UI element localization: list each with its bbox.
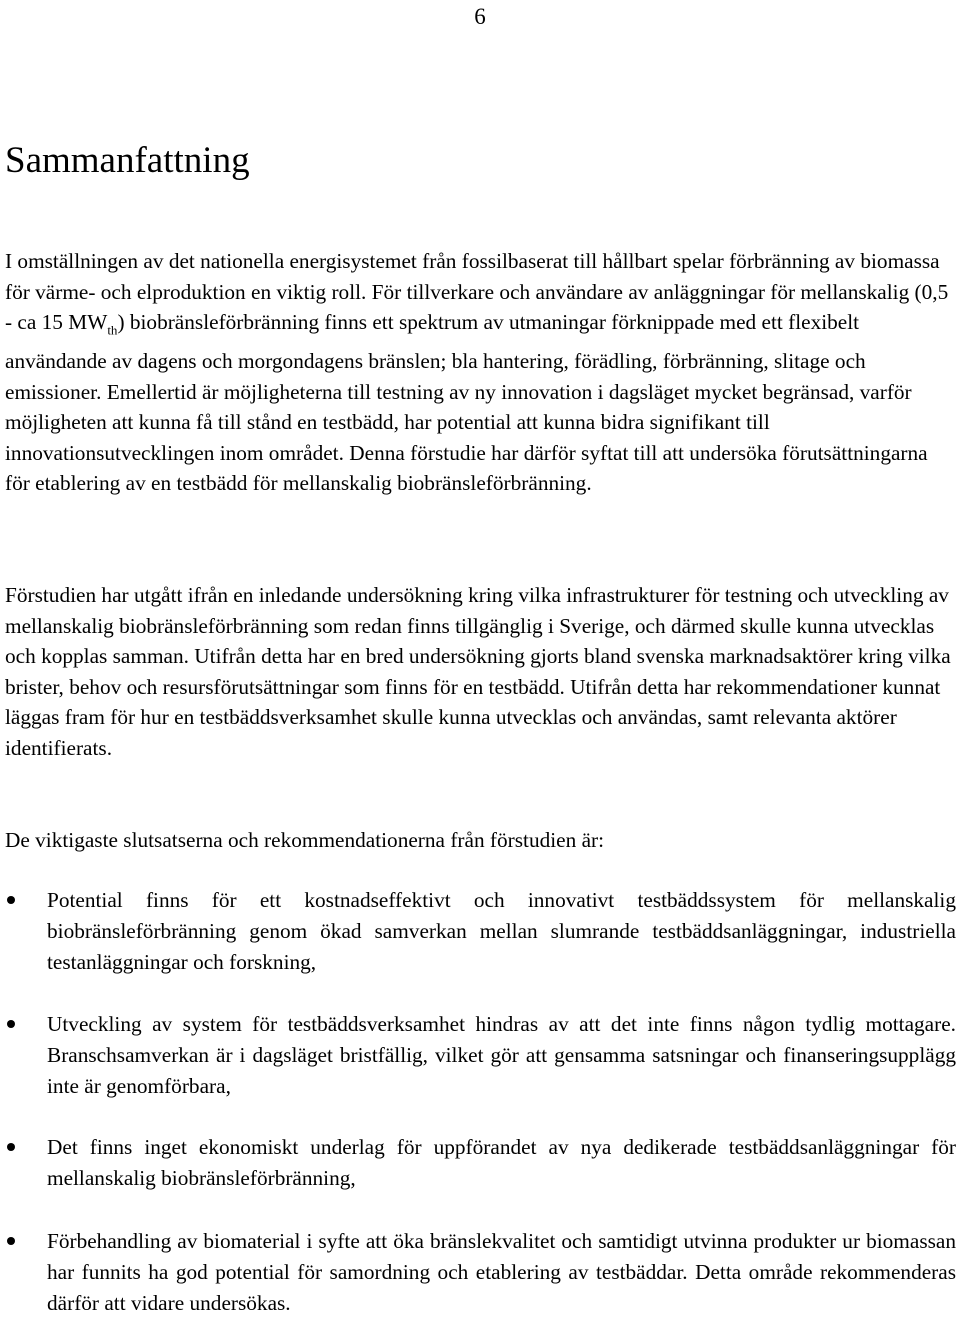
- list-item-text: Potential finns för ett kostnadseffektivt och innovativt testbäddssystem för mellanskalig biobränsleförbränning genom ökad samverkan mellan slumrande testbäddsanläggningar, industriella testanläggningar och forskning,: [47, 888, 956, 974]
- bullet-icon: [7, 1143, 15, 1151]
- list-item-text: Förbehandling av biomaterial i syfte att öka bränslekvalitet och samtidigt utvinna produkter ur biomassan har funnits ha god potential för samordning och etablering av testbäddar. Detta område rekommenderas därför att vidare undersökas.: [47, 1229, 956, 1315]
- summary-paragraph-2: Förstudien har utgått ifrån en inledande undersökning kring vilka infrastrukturer för testning och utveckling av mellanskalig biobränsleförbränning som redan finns tillgänglig i Sverige, och därmed skulle kunna utvecklas och kopplas samman. Utifrån detta har en bred undersökning gjorts bland svenska marknadsaktörer kring vilka brister, behov och resursförutsättningar som finns för en testbädd. Utifrån detta har rekommendationer kunnat läggas fram för hur en testbäddsverksamhet skulle kunna utvecklas och användas, samt relevanta aktörer identifierats.: [5, 583, 951, 760]
- mw-subscript: th: [107, 322, 118, 338]
- list-item: [5, 1132, 956, 1194]
- list-item-text: Utveckling av system för testbäddsverksamhet hindras av att det inte finns någon tydlig mottagare. Branschsamverkan är i dagsläget bristfällig, vilket gör att gensamma satsningar och finanseringsupplägg inte är genomförbara,: [47, 1012, 956, 1098]
- summary-paragraph-1: [5, 246, 956, 499]
- paragraph-1-text-d: Denna förstudie har därför syftat till att undersöka förutsättningarna för etablering av en testbädd för mellanskalig biobränsleförbränning.: [5, 440, 928, 496]
- bullet-icon: [7, 1020, 15, 1028]
- paragraph-1-text-a: I omställningen av det nationella energisystemet från fossilbaserat till hållbart spelar förbränning av biomassa för värme- och elproduktion en viktig roll. För tillverkare och användare av anläggningar för mellanskalig (0,5 - ca 15 MW: [5, 249, 949, 335]
- list-item: [5, 1009, 956, 1102]
- conclusions-intro: De viktigaste slutsatserna och rekommendationerna från förstudien är:: [5, 828, 605, 852]
- bullet-icon: [7, 1237, 15, 1245]
- page-number: 6: [474, 4, 486, 29]
- paragraph-1-text-c: Emellertid är möjligheterna till testning av ny innovation i dagsläget mycket begränsad, varför möjligheten att kunna få till stånd en testbädd, har potential att kunna bidra signifikant till innovationsutvecklingen inom området.: [5, 379, 912, 465]
- section-title: Sammanfattning: [5, 140, 250, 181]
- list-item: [5, 885, 956, 978]
- bullet-icon: [7, 896, 15, 904]
- paragraph-1-text-b: ) biobränsleförbränning finns ett spektrum av utmaningar förknippade med ett flexibelt användande av dagens och morgondagens bränslen; bla hantering, förädling, förbränning, slitage och emissioner.: [5, 310, 866, 404]
- list-item: [5, 1226, 956, 1319]
- list-item-text: Det finns inget ekonomiskt underlag för uppförandet av nya dedikerade testbäddsanläggningar för mellanskalig biobränsleförbränning,: [47, 1135, 956, 1190]
